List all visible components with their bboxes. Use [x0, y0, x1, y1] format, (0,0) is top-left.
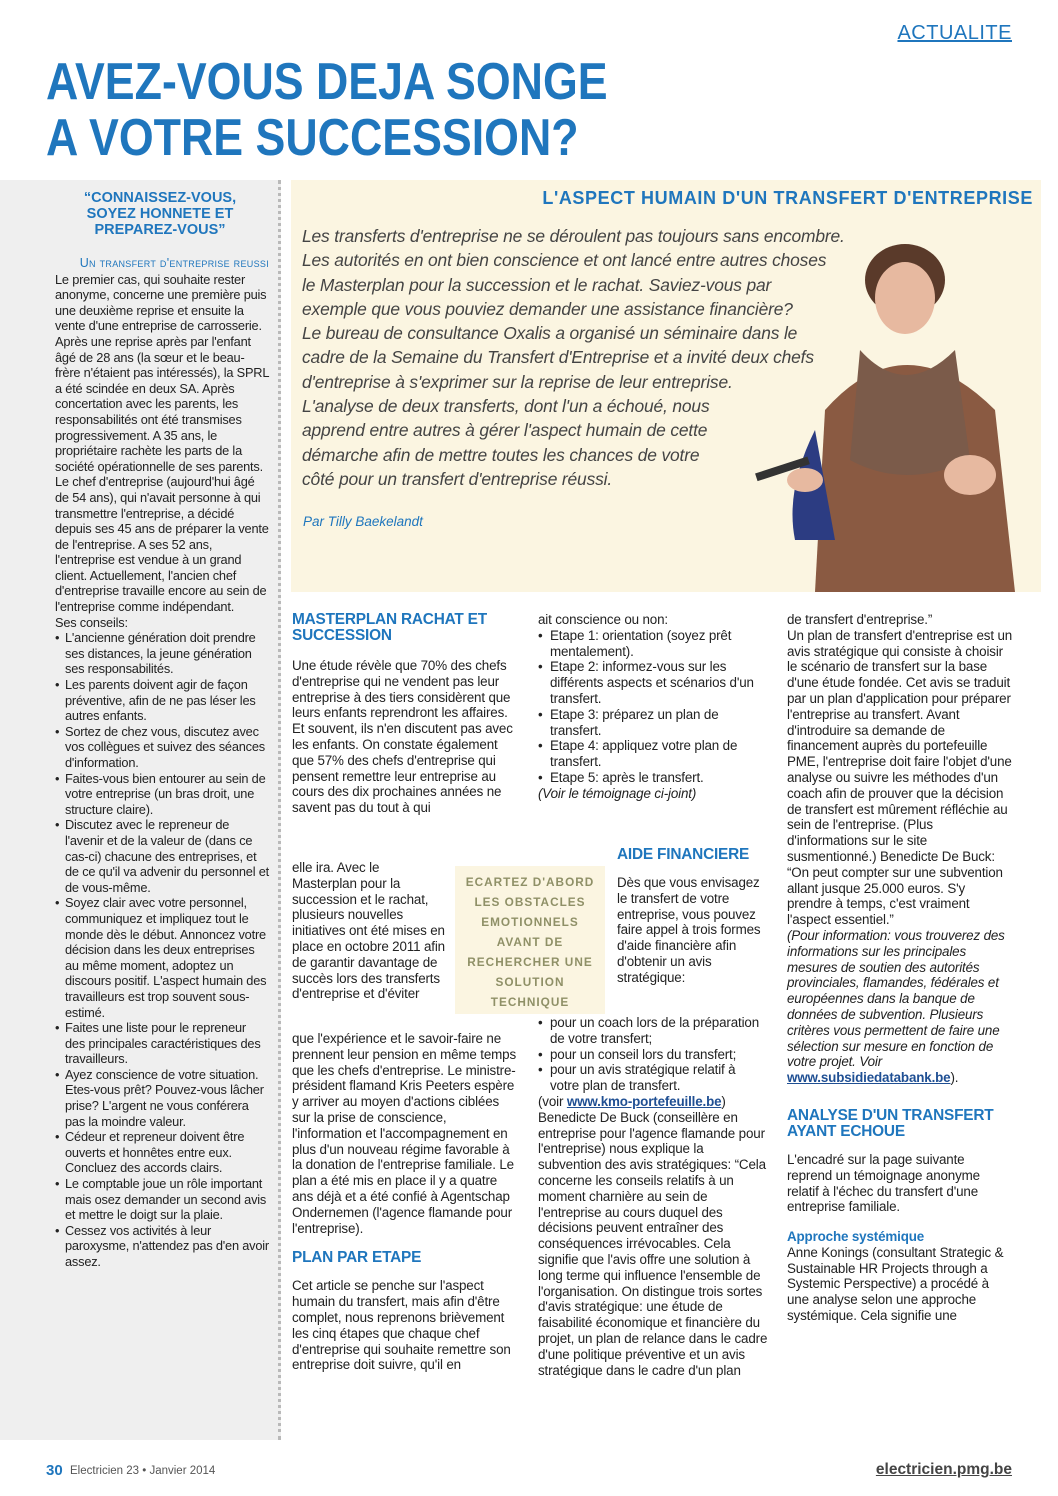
sidebar-intro: Le premier cas, qui souhaite rester anonyme, concerne une première puis une deuxième reprise et ensuite la vente d'une entreprise de carrosserie. Après une reprise après par l'enfant âgé de 28 ans (la sœur et le beau-frère n'étaient pas intéressés), la SPRL a été scindée en deux SA. Après concertation avec les parents, les responsabilités ont été transmises progressivement. A 35 ans, le propriétaire rachète les parts de la société opérationnelle de ses parents. Le chef d'entreprise (aujourd'hui âgé de 54 ans), qui n'avait personne à qui transmettre l'entreprise, a décidé depuis ses 45 ans de préparer la vente de l'entreprise. A ses 52 ans, l'entreprise est vendue à un grand client. Actuellement, l'ancien chef d'entreprise travaille encore au sein de l'entreprise comme indépendant. — [55, 271, 269, 615]
kmo-portefeuille-link[interactable]: www.kmo-portefeuille.be — [566, 1093, 722, 1109]
column-1-narrow — [292, 860, 446, 1002]
paragraph-masterplan-a: Une étude révèle que 70% des chefs d'entreprise qui ne vendent pas leur entreprise à des tiers considèrent que leurs enfants reprendront les affaires. Et souvent, ils n'en discutent pas avec les enfants. On constate également que 57% des chefs d'entreprise qui pensent remettre leur entreprise au cours des dix prochaines années ne savent pas du tout à qui — [292, 658, 513, 816]
section-tag[interactable]: ACTUALITE — [897, 22, 1012, 44]
column-2-top — [538, 612, 768, 802]
subsidiedatabank-link[interactable]: www.subsidiedatabank.be — [787, 1070, 951, 1086]
paragraph-masterplan-b: elle ira. Avec le Masterplan pour la succession et le rachat, plusieurs nouvelles initiatives ont été mises en place en octobre 2011 afin de garantir davantage de succès lors des transferts d'entreprise et d'éviter — [292, 860, 445, 1002]
aid-item: • pour un conseil lors du transfert; — [538, 1047, 768, 1063]
intro-line: cadre de la Semaine du Transfert d'Entreprise et a invité deux chefs — [302, 347, 814, 368]
steps-intro: ait conscience ou non: — [538, 612, 668, 627]
aid-voir: (voir — [538, 1093, 564, 1109]
intro-line: Les autorités en ont bien conscience et ont lancé entre autres choses — [302, 250, 827, 271]
paragraph-plan-transfert: Un plan de transfert d'entreprise est un avis stratégique qui consiste à choisir le scénario de transfert sur la base d'une étude fondée. Cet avis se traduit par un plan d'application pour préparer l'entreprise au transfert. Avant d'introduire sa demande de financement auprès du portefeuille PME, l'entreprise doit faire l'objet d'une analyse ou suivre les méthodes d'un coach afin de prouver que la décision de transfert est mûrement réfléchie au sein de l'entreprise. (Plus d'informations sur le site susmentionné.) Benedicte De Buck: “On peut compter sur une subvention allant jusque 25.000 euros. S'y prendre à temps, c'est vraiment l'aspect essentiel.” — [787, 627, 1013, 928]
aid-list — [538, 1015, 768, 1094]
pull-quote: ECARTEZ D'ABORD LES OBSTACLES EMOTIONNELS AVANT DE RECHERCHER UNE SOLUTION TECHNIQUE — [465, 875, 595, 1009]
column-1-top — [292, 612, 518, 816]
intro-line: démarche afin de mettre toutes les chances de votre — [302, 444, 700, 465]
aid-item: • pour un avis stratégique relatif à votre plan de transfert. — [538, 1062, 768, 1094]
step-item: • Etape 1: orientation (soyez prêt mentalement). — [538, 628, 768, 660]
byline: Par Tilly Baekelandt — [303, 514, 423, 529]
paragraph-masterplan-c: que l'expérience et le savoir-faire ne prennent leur pension en même temps que les chefs d'entreprise. Le ministre-président flamand Kris Peeters espère y arriver au moyen d'actions ciblées sur la prise de conscience, l'information et l'accompagnement en plus d'un nouveau régime favorable à la donation de l'entreprise familiale. Le plan a été mis en place il y a quatre ans déjà et a été confié à Agentschap Ondernemen (l'agence flamande pour l'entreprise). — [292, 1031, 517, 1236]
intro-line: Les transferts d'entreprise ne se déroulent pas toujours sans encombre. — [302, 226, 845, 246]
sidebar-title: “CONNAISSEZ-VOUS, SOYEZ HONNETE ET PREPAREZ-VOUS” — [83, 190, 237, 238]
heading-aide-financiere: AIDE FINANCIERE — [617, 846, 750, 863]
paragraph-de-buck: Benedicte De Buck (conseillère en entreprise pour l'agence flamande pour l'entreprise) nous explique la subvention des avis stratégiques: “Cela concerne les conseils relatifs à un moment charnière au sein de l'entreprise au cours duquel des décisions peuvent entraîner des conséquences irrévocables. Cela signifie que l'avis offre une solution à long terme qui influence l'ensemble de l'organisation. On distingue trois sortes d'avis stratégique: une étude de faisabilité économique et financière du projet, un plan de relance dans le cadre d'une politique préventive et un avis stratégique dans le cadre d'un plan — [538, 1109, 768, 1378]
sidebar-tip: • Cédeur et repreneur doivent être ouverts et honnêtes entre eux. Concluez des accords clairs. — [55, 1129, 269, 1176]
intro-line: le Masterplan pour la succession et le rachat. Saviez-vous par — [302, 274, 772, 295]
sidebar-tip: • Cessez vos activités à leur paroxysme, n'attendez pas d'en avoir assez. — [55, 1223, 269, 1270]
step-item: • Etape 3: préparez un plan de transfert. — [538, 707, 768, 739]
sidebar-tip: • Soyez clair avec votre personnel, communiquez et impliquez tout le monde dès le début. Annoncez votre décision dans les deux entreprises au même moment, adoptez un discours positif. L'aspect humain des travailleurs est trop souvent sous-estimé. — [55, 895, 269, 1020]
intro-line: apprend entre autres à gérer l'aspect humain de cette — [302, 420, 708, 441]
heading-plan-par-etape: PLAN PAR ETAPE — [292, 1249, 422, 1267]
intro-line: côté pour un transfert d'entreprise réussi. — [302, 468, 613, 489]
step-item: • Etape 5: après le transfert. — [538, 770, 768, 786]
step-item: • Etape 4: appliquez votre plan de transfert. — [538, 738, 768, 770]
sidebar-tip: • Discutez avec le repreneur de l'avenir et de la valeur de (dans ce cas-ci) chacune des entreprises, et de ce qu'il va advenir du personnel et de vous-même. — [55, 817, 269, 895]
subsidy-note — [787, 928, 1013, 1086]
column-2-narrow — [617, 847, 769, 986]
intro-line: Le bureau de consultance Oxalis a organisé un séminaire dans le — [302, 323, 798, 344]
paragraph-approche: Anne Konings (consultant Strategic & Sustainable HR Projects through a Systemic Perspective) a procédé à une analyse selon une approche systémique. Cela signifie une — [787, 1244, 1004, 1324]
aid-voir-close: ) — [721, 1093, 726, 1109]
subsidy-note-close: ). — [950, 1070, 959, 1086]
photo-hand-right — [944, 455, 996, 495]
steps-note: (Voir le témoignage ci-joint) — [538, 785, 697, 801]
heading-analyse: ANALYSE D'UN TRANSFERT AYANT ECHOUE — [787, 1106, 994, 1140]
sidebar-tip: • Le comptable joue un rôle important mais osez demander un second avis et mettre le doigt sur la plaie. — [55, 1176, 269, 1223]
intro-title: L'ASPECT HUMAIN D'UN TRANSFERT D'ENTREPRISE — [542, 188, 1033, 208]
col3-continuation: de transfert d'entreprise.” — [787, 612, 933, 627]
subheading-approche: Approche systémique — [787, 1229, 925, 1245]
headline-line-1: AVEZ-VOUS DEJA SONGE — [46, 53, 608, 111]
sidebar-tip: • L'ancienne génération doit prendre ses distances, la jeune génération ses responsabilités. — [55, 630, 269, 677]
intro-line: L'analyse de deux transferts, dont l'un a échoué, nous — [302, 396, 710, 417]
column-3 — [787, 612, 1013, 1324]
aid-item: • pour un coach lors de la préparation de votre transfert; — [538, 1015, 768, 1047]
subsidy-note-text: (Pour information: vous trouverez des informations sur les principales mesures de soutien des autorités provinciales, flamandes, fédérales et européennes dans la banque de données de subvention. Plusieurs critères vous permettent de faire une sélection sur mesure en fonction de votre projet. Voir — [787, 927, 1005, 1070]
paragraph-aide: Dès que vous envisagez le transfert de votre entreprise, vous pouvez faire appel à trois formes d'aide financière afin d'obtenir un avis stratégique: — [617, 875, 761, 985]
intro-line: d'entreprise à s'exprimer sur la reprise de leur entreprise. — [302, 371, 733, 392]
aid-link-line — [538, 1094, 768, 1110]
page-headline — [46, 54, 872, 166]
step-item: • Etape 2: informez-vous sur les différents aspects et scénarios d'un transfert. — [538, 659, 768, 706]
sidebar-tip: • Les parents doivent agir de façon préventive, afin de ne pas léser les autres enfants. — [55, 677, 269, 724]
paragraph-analyse: L'encadré sur la page suivante reprend un témoignage anonyme relatif à l'échec du transfert d'une entreprise familiale. — [787, 1151, 980, 1215]
heading-masterplan: MASTERPLAN RACHAT ET SUCCESSION — [292, 611, 487, 644]
column-1-bottom — [292, 1031, 518, 1373]
headline-line-2: A VOTRE SUCCESSION? — [46, 109, 579, 167]
site-link[interactable]: electricien.pmg.be — [875, 1461, 1012, 1478]
sidebar-tip: • Sortez de chez vous, discutez avec vos collègues et suivez des séances d'information. — [55, 724, 269, 771]
sidebar-tip: • Faites-vous bien entourer au sein de votre entreprise (un bras droit, une structure claire). — [55, 771, 269, 818]
paragraph-plan: Cet article se penche sur l'aspect humain du transfert, mais afin d'être complet, nous reprenons brièvement les cinq étapes que chaque chef d'entreprise qui souhaite remettre son entreprise doit suivre, qu'il en — [292, 1278, 511, 1373]
sidebar-tips-label: Ses conseils: — [55, 614, 128, 630]
intro-text — [302, 224, 902, 491]
sidebar-tip: • Faites une liste pour le repreneur des principales caractéristiques des travailleurs. — [55, 1020, 269, 1067]
issue-info: Electricien 23 • Janvier 2014 — [70, 1465, 216, 1477]
page-number: 30 — [46, 1462, 63, 1479]
column-2-bottom — [538, 1015, 768, 1378]
sidebar-tips-list — [55, 630, 269, 1269]
sidebar-tip: • Ayez conscience de votre situation. Etes-vous prêt? Pouvez-vous lâcher prise? L'argent ne vous conférera pas la moindre valeur. — [55, 1067, 269, 1129]
intro-line: exemple que vous pouviez demander une assistance financière? — [302, 298, 793, 319]
steps-list — [538, 628, 768, 786]
sidebar-body — [55, 256, 269, 1270]
sidebar-lead: Un transfert d'entreprise reussi — [79, 256, 269, 270]
